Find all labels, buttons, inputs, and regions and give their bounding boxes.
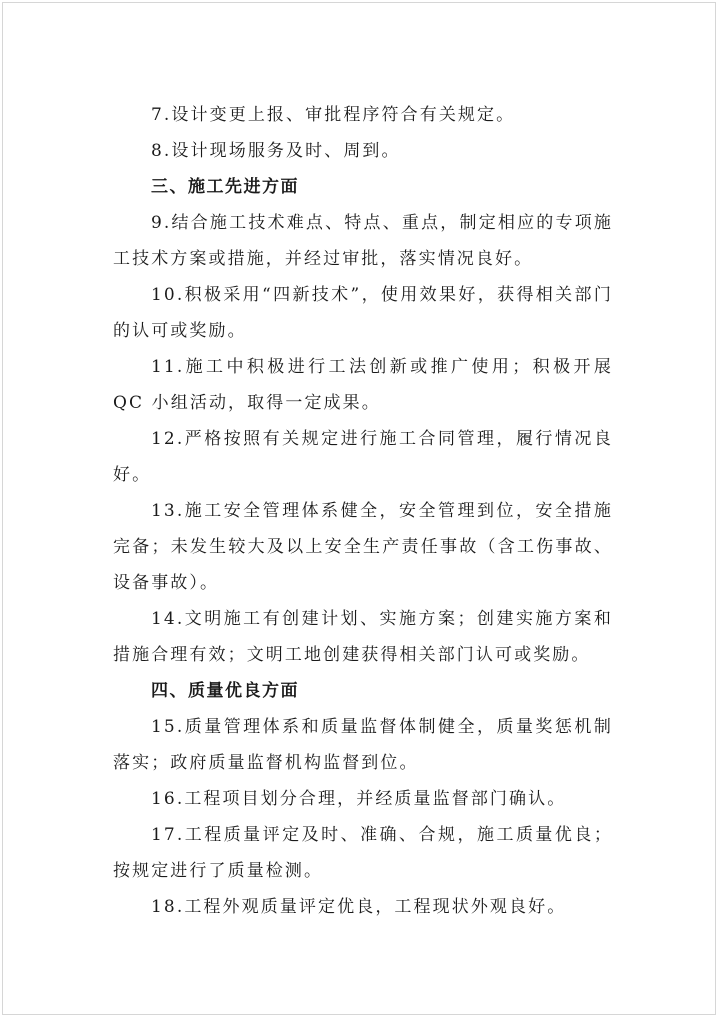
paragraph-item-8: 8.设计现场服务及时、周到。 — [151, 141, 401, 161]
paragraph-item-15: 15.质量管理体系和质量监督体制健全，质量奖惩机制落实；政府质量监督机构监督到位。 — [113, 717, 613, 773]
section-heading-quality: 四、质量优良方面 — [151, 681, 299, 701]
paragraph-item-16: 16.工程项目划分合理，并经质量监督部门确认。 — [151, 789, 567, 809]
paragraph-item-18: 18.工程外观质量评定优良，工程现状外观良好。 — [151, 897, 567, 917]
paragraph-item-12: 12.严格按照有关规定进行施工合同管理，履行情况良好。 — [113, 429, 613, 485]
paragraph-item-11: 11.施工中积极进行工法创新或推广使用；积极开展 QC 小组活动，取得一定成果。 — [113, 357, 613, 413]
paragraph-item-7: 7.设计变更上报、审批程序符合有关规定。 — [151, 105, 516, 125]
paragraph-item-10: 10.积极采用“四新技术”，使用效果好，获得相关部门的认可或奖励。 — [113, 285, 613, 341]
document-body — [113, 97, 613, 925]
section-heading-construction: 三、施工先进方面 — [151, 177, 299, 197]
paragraph-item-14: 14.文明施工有创建计划、实施方案；创建实施方案和措施合理有效；文明工地创建获得相关部门认可或奖励。 — [113, 609, 613, 665]
document-page — [2, 2, 716, 1015]
paragraph-item-17: 17.工程质量评定及时、准确、合规，施工质量优良；按规定进行了质量检测。 — [113, 825, 613, 881]
paragraph-item-9: 9.结合施工技术难点、特点、重点，制定相应的专项施工技术方案或措施，并经过审批，落实情况良好。 — [113, 213, 613, 269]
paragraph-item-13: 13.施工安全管理体系健全，安全管理到位，安全措施完备；未发生较大及以上安全生产责任事故（含工伤事故、设备事故）。 — [113, 501, 613, 593]
